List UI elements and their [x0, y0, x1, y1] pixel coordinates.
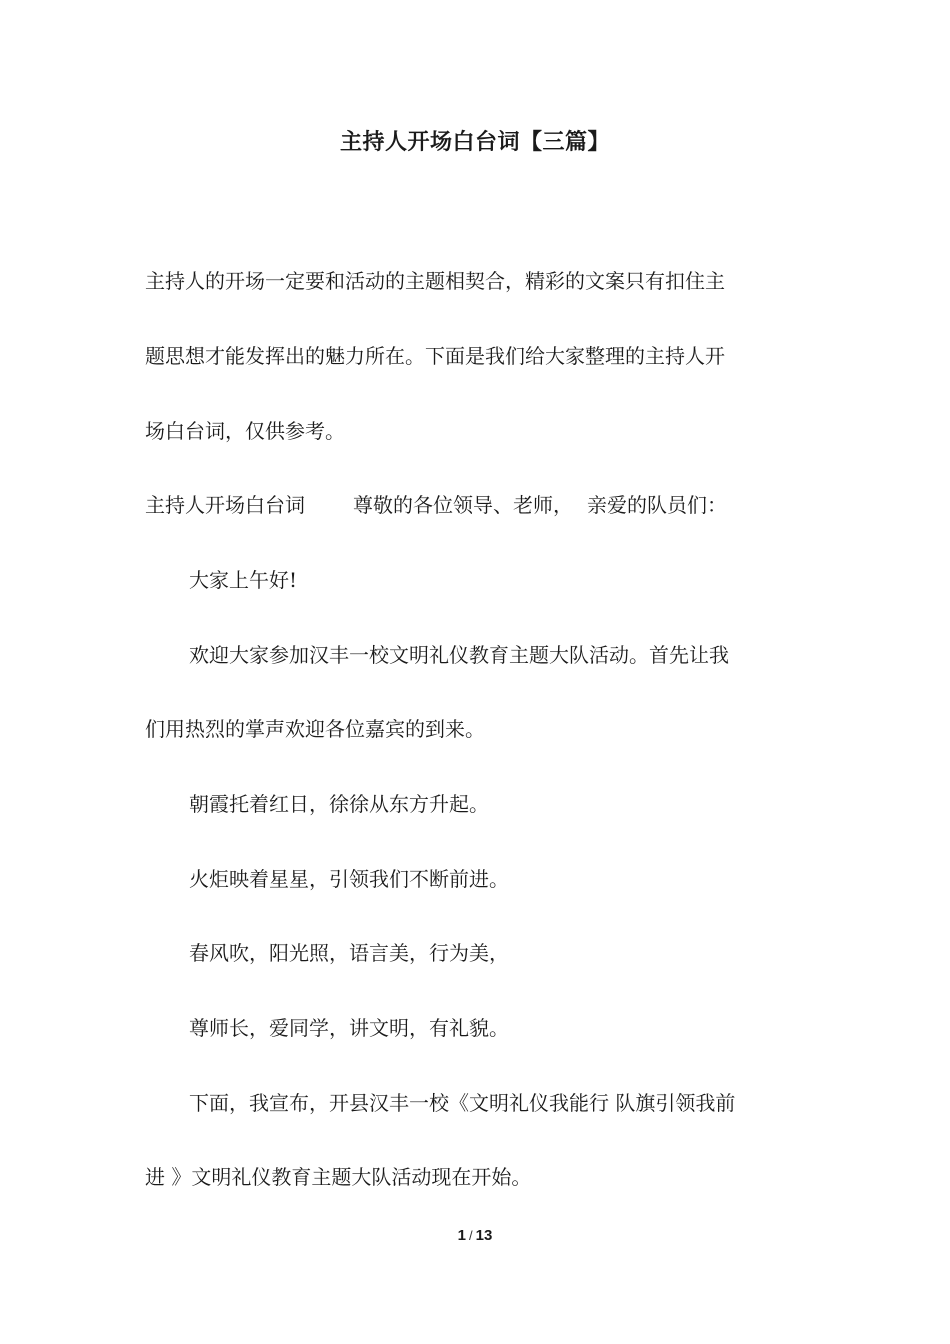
body-line-welcome: 欢迎大家参加汉丰一校文明礼仪教育主题大队活动。首先让我: [189, 643, 729, 667]
intro-line-1: 主持人的开场一定要和活动的主题相契合，精彩的文案只有扣住主: [145, 269, 725, 293]
page-number: [0, 1224, 950, 1248]
body-line-verse-4: 尊师长，爱同学，讲文明，有礼貌。: [189, 1016, 509, 1040]
current-page-number: 1: [457, 1227, 467, 1244]
total-pages-number: 13: [475, 1227, 493, 1244]
body-line-welcome-cont: 们用热烈的掌声欢迎各位嘉宾的到来。: [145, 717, 485, 741]
body-line-announce: 下面，我宣布，开县汉丰一校《文明礼仪我能行 队旗引领我前: [189, 1091, 736, 1115]
document-title: 主持人开场白台词【三篇】: [339, 129, 610, 155]
salutation-leaders: 尊敬的各位领导、老师，: [353, 493, 573, 517]
section-heading-line: [145, 487, 727, 523]
body-line-verse-3: 春风吹，阳光照，语言美，行为美，: [189, 941, 509, 965]
intro-line-3: 场白台词，仅供参考。: [145, 419, 345, 443]
body-line-greeting: 大家上午好!: [189, 568, 298, 592]
page-separator: /: [469, 1228, 473, 1243]
body-line-verse-1: 朝霞托着红日，徐徐从东方升起。: [189, 792, 489, 816]
body-line-announce-cont: 进 》文明礼仪教育主题大队活动现在开始。: [145, 1165, 532, 1189]
salutation-members: 亲爱的队员们：: [587, 493, 727, 517]
section-heading: 主持人开场白台词: [145, 493, 305, 517]
intro-line-2: 题思想才能发挥出的魅力所在。下面是我们给大家整理的主持人开: [145, 344, 725, 368]
body-line-verse-2: 火炬映着星星，引领我们不断前进。: [189, 867, 509, 891]
